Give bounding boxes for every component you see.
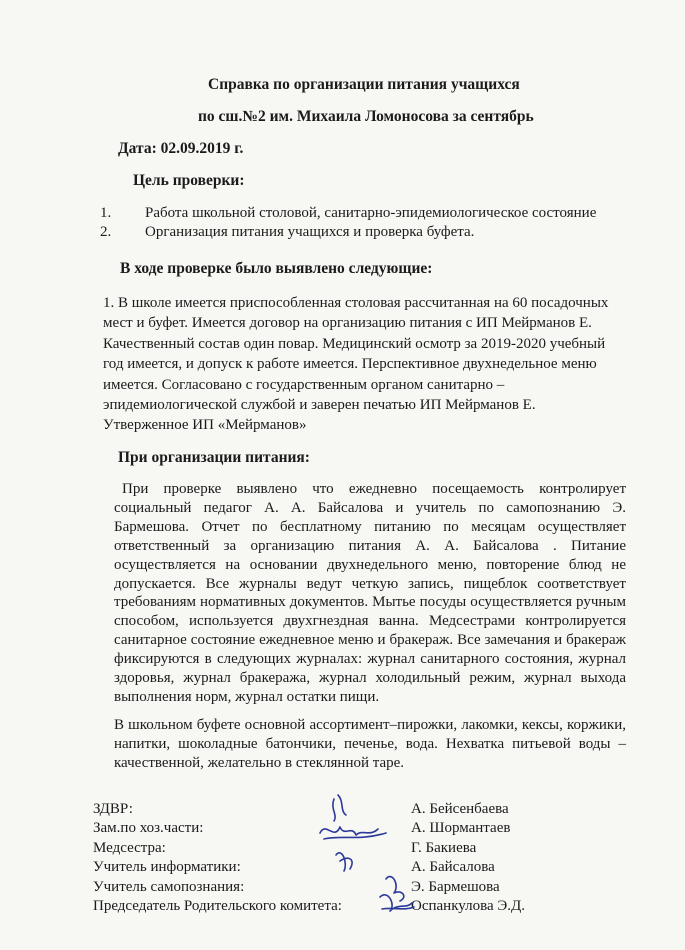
signature-name: Э. Бармешова <box>411 878 500 895</box>
signature-scribble-3 <box>336 853 352 871</box>
signature-name: Оспанкулова Э.Д. <box>411 897 526 914</box>
signature-name: Г. Бакиева <box>411 839 477 856</box>
list-text: Организация питания учащихся и проверка буфета. <box>145 224 475 240</box>
signature-role: Медсестра: <box>93 839 166 856</box>
list-item <box>100 223 640 242</box>
signature-role: Учитель информатики: <box>93 859 241 876</box>
list-item <box>100 204 640 223</box>
findings-paragraph: 1. В школе имеется приспособленная столовая рассчитанная на 60 посадочных мест и буфет. Имеется договор на организацию питания с ИП Мейрманов Е. Качественный состав один повар. Медицинский осмотр за 2019-2020 учебный год имеется, и допуск к работе имеется. Перспективное двухнедельное меню имеется. Согласовано с государственным органом санитарно – эпидемиологической службой и заверен печатью ИП Мейрманов Е. Утверженное ИП «Мейрманов» <box>103 295 609 434</box>
goal-list <box>100 204 640 242</box>
organization-paragraph: При проверке выявлено что ежедневно посещаемость контролирует социальный педагог А. А. Байсалова и учитель по самопознанию Э. Бармешова. Отчет по бесплатному питанию по месяцам осуществляет ответственный за организацию питания А. А. Байсалова . Питание осуществляется на основании двухнедельного меню, повторение блюд не допускается. Все журналы ведут четкую запись, пищеблок соответствует требованиям нормативных документов. Мытье посуды осуществляется ручным способом, используется двухгнездная ванна. Медсестрами контролируется санитарное состояние ежедневное меню и бракераж. Все замечания и бракераж фиксируются в следующих журналах: журнал санитарного состояния, журнал здоровья, журнал бракеража, журнал холодильный режим, журнал выхода выполнения норм, журнал остатки пищи. <box>114 481 626 705</box>
buffet-paragraph: В школьном буфете основной ассортимент–пирожки, лакомки, кексы, коржики, напитки, шоколадные батончики, печенье, вода. Нехватка питьевой воды – качественной, желательно в стеклянной таре. <box>114 717 626 771</box>
signature-role: Председатель Родительского комитета: <box>93 897 342 914</box>
signature-role: Зам.по хоз.части: <box>93 820 204 837</box>
list-text: Работа школьной столовой, санитарно-эпидемиологическое состояние <box>145 205 597 221</box>
signature-role: Учитель самопознания: <box>93 878 245 895</box>
signature-scribble-2 <box>320 827 386 839</box>
organization-heading: При организации питания: <box>118 449 310 466</box>
goal-heading: Цель проверки: <box>133 172 245 189</box>
handwritten-signatures <box>300 785 420 925</box>
signature-role: ЗДВР: <box>93 801 133 817</box>
signature-scribble-1 <box>333 795 346 821</box>
list-number: 2. <box>100 224 112 240</box>
signature-name: А. Шормантаев <box>411 820 511 837</box>
document-date: Дата: 02.09.2019 г. <box>118 140 244 157</box>
signature-name: А. Бейсенбаева <box>411 801 509 817</box>
signature-name: А. Байсалова <box>411 859 495 876</box>
findings-heading: В ходе проверке было выявлено следующие: <box>120 260 433 277</box>
list-number: 1. <box>100 205 112 221</box>
signature-scribble-5 <box>380 895 414 911</box>
title-line-2: по сш.№2 им. Михаила Ломоносова за сентябрь <box>198 108 534 125</box>
title-line-1: Справка по организации питания учащихся <box>208 76 520 93</box>
